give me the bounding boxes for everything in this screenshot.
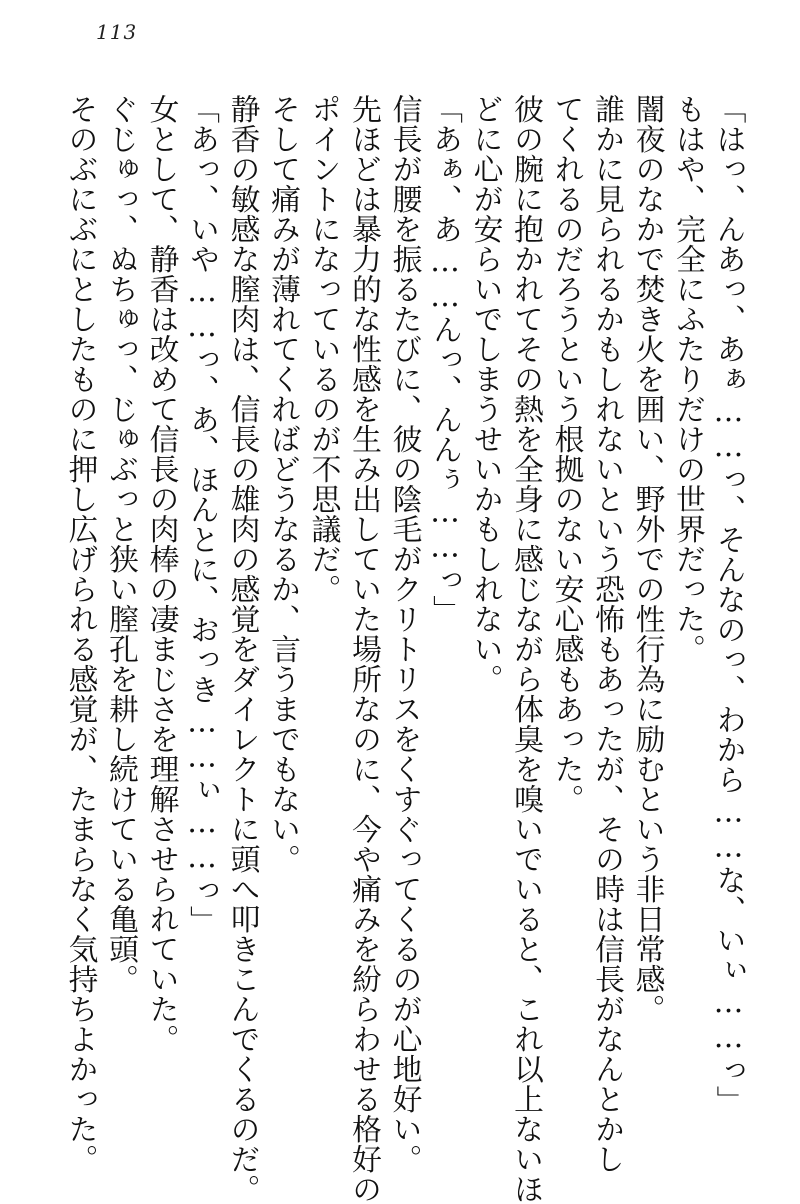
text-line: もはや、完全にふたりだけの世界だった。 [670,94,706,664]
text-line: 「あぁ、あ……んっ、んんぅ……っ」 [427,94,463,625]
text-line: 「あっ、いや……っ、あ、ほんとに、おっき……ぃ……っ」 [184,94,220,936]
text-line: ポイントになっているのが不思議だ。 [306,94,341,604]
text-line: 信長が腰を振るたびに、彼の陰毛がクリトリスをくすぐってくるのが心地好い。 [387,94,422,1174]
page-number: 113 [96,20,138,44]
text-line: 先ほどは暴力的な性感を生み出していた場所なのに、今や痛みを紛らわせる格好の [346,94,382,1204]
text-line: 女として、静香は改めて信長の肉棒の凄まじさを理解させられていた。 [144,94,179,1054]
text-line: どに心が安らいでしまうせいかもしれない。 [468,94,503,694]
text-line: そして痛みが薄れてくればどうなるか、言うまでもない。 [265,94,301,874]
text-line: ぐじゅっ、ぬちゅっ、じゅぶっと狭い膣孔を耕し続けている亀頭。 [103,94,139,994]
text-line: 彼の腕に抱かれてその熱を全身に感じながら体臭を嗅いでいると、これ以上ないほ [508,94,544,1204]
vertical-text-body [60,94,749,1204]
text-line: そのぶにぶにとしたものに押し広げられる感覚が、たまらなく気持ちよかった。 [63,94,98,1174]
text-line: 「はっ、んあっ、あぁ……っ、そんなのっ、わから……な、いぃ……っ」 [711,94,746,1116]
text-line: 闇夜のなかで焚き火を囲い、野外での性行為に励むという非日常感。 [630,94,665,1024]
text-line: 静香の敏感な膣肉は、信長の雄肉の感覚をダイレクトに頭へ叩きこんでくるのだ。 [225,94,260,1204]
text-line: てくれるのだろうという根拠のない安心感もあった。 [549,94,584,814]
text-line: 誰かに見られるかもしれないという恐怖もあったが、その時は信長がなんとかし [589,94,625,1174]
